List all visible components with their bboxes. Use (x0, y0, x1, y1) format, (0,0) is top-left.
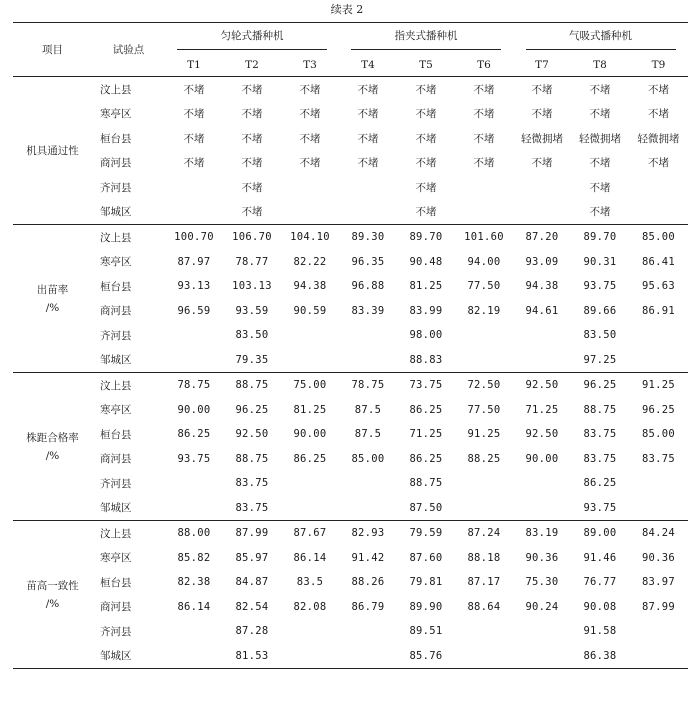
value-cell: 94.38 (525, 280, 559, 293)
value-cell: 91.46 (583, 551, 617, 564)
value-cell: 不堵 (589, 157, 611, 170)
table-body (13, 77, 688, 669)
table-row (13, 496, 688, 521)
value-cell: 不堵 (357, 83, 379, 96)
site-cell: 商河县 (100, 157, 132, 170)
value-cell (629, 200, 688, 225)
value-cell: 87.60 (409, 551, 443, 564)
value-cell: 89.70 (397, 225, 455, 250)
value-cell (629, 496, 688, 521)
table-row (13, 570, 688, 595)
value-cell: 90.31 (583, 255, 617, 268)
value-cell: 不堵 (531, 108, 553, 121)
value-cell (455, 496, 513, 521)
table-row (13, 644, 688, 669)
value-cell: 不堵 (241, 108, 263, 121)
table-caption: 续表 2 (330, 3, 364, 16)
value-cell: 94.38 (293, 280, 327, 293)
value-cell: 85.82 (177, 551, 211, 564)
value-cell: 91.25 (467, 428, 501, 441)
row-group-item (13, 225, 92, 373)
value-cell: 78.75 (339, 373, 397, 398)
value-cell: 82.38 (177, 576, 211, 589)
item-label-line: /% (45, 449, 60, 462)
value-cell (339, 323, 397, 348)
site-cell: 汶上县 (100, 83, 132, 96)
value-cell: 96.88 (351, 280, 385, 293)
value-cell: 93.75 (583, 501, 617, 514)
site-cell: 邹城区 (92, 644, 165, 669)
item-label-line: 出苗率 (36, 283, 69, 296)
value-cell (339, 175, 397, 200)
header-treatment: T8 (571, 54, 629, 77)
value-cell: 83.39 (351, 304, 385, 317)
value-cell: 82.54 (235, 600, 269, 613)
value-cell: 82.19 (467, 304, 501, 317)
value-cell: 不堵 (357, 157, 379, 170)
value-cell: 不堵 (415, 132, 437, 145)
value-cell: 77.50 (467, 280, 501, 293)
value-cell: 86.91 (641, 304, 676, 317)
value-cell (339, 348, 397, 373)
value-cell: 83.75 (583, 452, 617, 465)
value-cell: 88.75 (409, 477, 443, 490)
value-cell (513, 644, 571, 669)
value-cell: 90.36 (525, 551, 559, 564)
value-cell (281, 496, 339, 521)
value-cell: 78.77 (235, 255, 269, 268)
table-row (13, 126, 688, 151)
table-row (13, 447, 688, 472)
value-cell: 90.00 (525, 452, 559, 465)
value-cell: 84.87 (235, 576, 269, 589)
value-cell: 88.26 (351, 576, 385, 589)
value-cell: 94.00 (467, 255, 501, 268)
value-cell: 96.25 (235, 403, 269, 416)
value-cell (513, 619, 571, 644)
value-cell: 106.70 (223, 225, 281, 250)
value-cell: 91.58 (583, 625, 617, 638)
value-cell (339, 200, 397, 225)
value-cell (281, 619, 339, 644)
value-cell: 71.25 (409, 428, 443, 441)
value-cell: 不堵 (183, 132, 205, 145)
value-cell: 93.13 (177, 280, 211, 293)
table-row (13, 77, 688, 102)
value-cell: 96.25 (641, 403, 676, 416)
table-row (13, 250, 688, 275)
site-cell: 汶上县 (92, 225, 165, 250)
site-cell: 桓台县 (100, 428, 132, 441)
value-cell: 93.75 (177, 452, 211, 465)
table-row (13, 595, 688, 620)
value-cell (281, 644, 339, 669)
value-cell: 82.22 (293, 255, 327, 268)
item-label-line: 苗高一致性 (26, 579, 79, 592)
value-cell: 83.50 (235, 329, 269, 342)
value-cell: 不堵 (183, 83, 205, 96)
value-cell: 73.75 (397, 373, 455, 398)
table-row (13, 102, 688, 127)
value-cell: 83.5 (296, 576, 324, 589)
value-cell: 91.25 (629, 373, 688, 398)
value-cell (629, 644, 688, 669)
value-cell: 不堵 (473, 132, 495, 145)
table-row (13, 619, 688, 644)
header-treatment: T2 (223, 54, 281, 77)
value-cell: 89.51 (409, 625, 443, 638)
value-cell (513, 496, 571, 521)
value-cell: 90.08 (583, 600, 617, 613)
row-group-item (13, 77, 92, 225)
row-group-item (13, 521, 92, 669)
value-cell: 83.19 (513, 521, 571, 546)
header-treatment: T7 (513, 54, 571, 77)
value-cell: 86.41 (641, 255, 676, 268)
value-cell: 86.79 (351, 600, 385, 613)
value-cell: 94.61 (525, 304, 559, 317)
site-cell: 商河县 (100, 453, 132, 466)
value-cell: 不堵 (589, 181, 611, 194)
value-cell: 85.76 (397, 644, 455, 669)
value-cell: 88.25 (467, 452, 501, 465)
value-cell: 85.00 (351, 452, 385, 465)
value-cell: 89.90 (409, 600, 443, 613)
value-cell: 97.25 (583, 353, 617, 366)
data-table (13, 22, 688, 669)
header-group: 气吸式播种机 (513, 23, 688, 55)
value-cell: 不堵 (415, 157, 437, 170)
value-cell: 92.50 (525, 428, 559, 441)
value-cell (165, 644, 223, 669)
value-cell (281, 471, 339, 496)
value-cell: 不堵 (241, 83, 263, 96)
value-cell: 不堵 (589, 108, 611, 121)
value-cell: 87.17 (467, 576, 501, 589)
value-cell: 88.83 (409, 353, 443, 366)
item-label-line: 株距合格率 (26, 431, 79, 444)
value-cell: 不堵 (299, 132, 321, 145)
table-row (13, 151, 688, 176)
value-cell: 92.50 (235, 428, 269, 441)
value-cell: 89.30 (339, 225, 397, 250)
value-cell (455, 619, 513, 644)
site-cell: 桓台县 (100, 576, 132, 589)
value-cell: 86.14 (177, 600, 211, 613)
value-cell: 87.28 (235, 625, 269, 638)
value-cell: 不堵 (241, 157, 263, 170)
value-cell (165, 496, 223, 521)
value-cell (339, 619, 397, 644)
value-cell: 90.36 (641, 551, 676, 564)
table-row (13, 348, 688, 373)
value-cell: 100.70 (165, 225, 223, 250)
value-cell: 89.70 (571, 225, 629, 250)
value-cell (339, 471, 397, 496)
site-cell: 桓台县 (100, 280, 132, 293)
value-cell: 93.75 (583, 280, 617, 293)
value-cell: 88.75 (223, 373, 281, 398)
site-cell: 汶上县 (92, 373, 165, 398)
table-row (13, 546, 688, 571)
value-cell: 不堵 (415, 181, 437, 194)
value-cell (455, 471, 513, 496)
value-cell (629, 619, 688, 644)
site-cell: 桓台县 (100, 132, 132, 145)
value-cell: 不堵 (648, 157, 669, 170)
value-cell: 89.66 (583, 304, 617, 317)
value-cell (455, 644, 513, 669)
table-row (13, 225, 688, 250)
item-label-line: /% (45, 301, 60, 314)
header-treatment: T4 (339, 54, 397, 77)
value-cell (165, 348, 223, 373)
site-cell: 邹城区 (100, 206, 132, 219)
value-cell: 87.99 (223, 521, 281, 546)
value-cell (455, 175, 513, 200)
value-cell: 不堵 (648, 108, 669, 121)
header-site: 试验点 (92, 23, 165, 77)
value-cell: 不堵 (241, 132, 263, 145)
value-cell: 75.30 (525, 576, 559, 589)
value-cell: 81.53 (223, 644, 281, 669)
value-cell: 83.75 (235, 501, 269, 514)
value-cell (455, 323, 513, 348)
site-cell: 寒亭区 (100, 256, 132, 269)
value-cell: 不堵 (299, 157, 321, 170)
value-cell: 88.75 (583, 403, 617, 416)
value-cell: 不堵 (415, 108, 437, 121)
value-cell: 78.75 (165, 373, 223, 398)
value-cell: 不堵 (531, 83, 553, 96)
value-cell: 86.25 (409, 403, 443, 416)
site-cell: 齐河县 (100, 329, 132, 342)
value-cell: 95.63 (641, 280, 676, 293)
value-cell: 96.35 (351, 255, 385, 268)
table-row (13, 323, 688, 348)
value-cell (455, 200, 513, 225)
value-cell: 96.59 (177, 304, 211, 317)
value-cell: 79.59 (397, 521, 455, 546)
site-cell: 商河县 (100, 305, 132, 318)
value-cell: 轻微拥堵 (637, 132, 680, 145)
item-label-line: /% (45, 597, 60, 610)
value-cell: 不堵 (415, 206, 437, 219)
value-cell: 83.75 (641, 452, 676, 465)
table-row (13, 175, 688, 200)
value-cell: 85.00 (641, 428, 676, 441)
value-cell: 90.00 (177, 403, 211, 416)
value-cell: 不堵 (415, 83, 437, 96)
table-row (13, 422, 688, 447)
value-cell (281, 348, 339, 373)
value-cell: 101.60 (455, 225, 513, 250)
value-cell: 103.13 (232, 280, 272, 293)
value-cell: 84.24 (629, 521, 688, 546)
value-cell: 81.25 (293, 403, 327, 416)
table-row (13, 373, 688, 398)
site-cell: 商河县 (100, 601, 132, 614)
site-cell: 寒亭区 (100, 108, 132, 121)
value-cell: 88.64 (467, 600, 501, 613)
value-cell: 不堵 (183, 157, 205, 170)
site-cell: 齐河县 (100, 181, 132, 194)
value-cell: 71.25 (525, 403, 559, 416)
value-cell: 104.10 (281, 225, 339, 250)
value-cell (165, 323, 223, 348)
value-cell: 90.48 (409, 255, 443, 268)
header-treatment: T1 (165, 54, 223, 77)
value-cell: 83.97 (641, 576, 676, 589)
value-cell (513, 323, 571, 348)
site-cell: 齐河县 (100, 477, 132, 490)
value-cell (281, 175, 339, 200)
header-group: 匀轮式播种机 (165, 23, 339, 55)
value-cell: 轻微拥堵 (521, 132, 563, 145)
value-cell: 90.24 (525, 600, 559, 613)
value-cell: 不堵 (299, 83, 321, 96)
header-treatment: T9 (629, 54, 688, 77)
value-cell: 85.00 (629, 225, 688, 250)
site-cell: 寒亭区 (100, 552, 132, 565)
item-label-line: 机具通过性 (26, 144, 79, 157)
value-cell (165, 619, 223, 644)
site-cell: 寒亭区 (100, 404, 132, 417)
value-cell: 90.59 (293, 304, 327, 317)
value-cell: 不堵 (589, 206, 611, 219)
value-cell: 75.00 (281, 373, 339, 398)
value-cell: 不堵 (531, 157, 553, 170)
value-cell: 不堵 (473, 83, 495, 96)
table-row (13, 200, 688, 225)
value-cell: 不堵 (648, 83, 669, 96)
value-cell (629, 323, 688, 348)
value-cell: 87.97 (177, 255, 211, 268)
row-group-item (13, 373, 92, 521)
value-cell: 不堵 (357, 132, 379, 145)
value-cell: 82.93 (339, 521, 397, 546)
value-cell: 不堵 (473, 108, 495, 121)
value-cell: 77.50 (467, 403, 501, 416)
value-cell: 85.97 (235, 551, 269, 564)
value-cell: 79.81 (409, 576, 443, 589)
value-cell: 91.42 (351, 551, 385, 564)
value-cell: 不堵 (473, 157, 495, 170)
value-cell (513, 200, 571, 225)
table-row (13, 471, 688, 496)
value-cell (339, 496, 397, 521)
value-cell: 87.5 (354, 403, 382, 416)
value-cell: 83.75 (235, 477, 269, 490)
value-cell (339, 644, 397, 669)
header-treatment: T3 (281, 54, 339, 77)
header-treatment: T5 (397, 54, 455, 77)
value-cell (281, 323, 339, 348)
value-cell: 88.00 (165, 521, 223, 546)
value-cell (165, 200, 223, 225)
value-cell: 86.25 (409, 452, 443, 465)
value-cell: 96.25 (571, 373, 629, 398)
value-cell: 88.18 (467, 551, 501, 564)
value-cell: 83.75 (583, 428, 617, 441)
value-cell: 不堵 (241, 206, 263, 219)
value-cell: 不堵 (357, 108, 379, 121)
value-cell: 轻微拥堵 (579, 132, 621, 145)
value-cell: 89.00 (571, 521, 629, 546)
value-cell (513, 471, 571, 496)
value-cell: 98.00 (409, 329, 443, 342)
value-cell (455, 348, 513, 373)
header-treatment: T6 (455, 54, 513, 77)
site-cell: 邹城区 (100, 354, 132, 367)
value-cell: 93.09 (525, 255, 559, 268)
value-cell: 87.67 (281, 521, 339, 546)
value-cell: 90.00 (293, 428, 327, 441)
site-cell: 齐河县 (100, 625, 132, 638)
table-row (13, 521, 688, 546)
site-cell: 汶上县 (92, 521, 165, 546)
value-cell: 不堵 (183, 108, 205, 121)
value-cell: 82.08 (293, 600, 327, 613)
value-cell: 不堵 (589, 83, 611, 96)
value-cell: 87.5 (354, 428, 382, 441)
value-cell: 93.59 (235, 304, 269, 317)
value-cell: 86.25 (177, 428, 211, 441)
value-cell: 87.50 (409, 501, 443, 514)
value-cell: 81.25 (409, 280, 443, 293)
value-cell: 83.50 (583, 329, 617, 342)
table-row (13, 398, 688, 423)
value-cell: 87.20 (513, 225, 571, 250)
value-cell (629, 471, 688, 496)
value-cell (281, 200, 339, 225)
value-cell: 79.35 (235, 353, 269, 366)
value-cell: 92.50 (513, 373, 571, 398)
value-cell: 72.50 (455, 373, 513, 398)
value-cell: 86.38 (571, 644, 629, 669)
value-cell (513, 175, 571, 200)
site-cell: 邹城区 (100, 502, 132, 515)
value-cell: 76.77 (583, 576, 617, 589)
table-row (13, 299, 688, 324)
value-cell: 不堵 (299, 108, 321, 121)
value-cell: 87.99 (641, 600, 676, 613)
table-row (13, 274, 688, 299)
value-cell (629, 348, 688, 373)
header-item: 项目 (13, 23, 92, 77)
value-cell: 86.14 (293, 551, 327, 564)
value-cell: 87.24 (455, 521, 513, 546)
value-cell: 86.25 (583, 477, 617, 490)
value-cell (165, 471, 223, 496)
value-cell: 不堵 (241, 181, 263, 194)
value-cell (165, 175, 223, 200)
value-cell (513, 348, 571, 373)
header-group: 指夹式播种机 (339, 23, 513, 55)
value-cell: 83.99 (409, 304, 443, 317)
value-cell: 86.25 (293, 452, 327, 465)
value-cell: 88.75 (235, 452, 269, 465)
value-cell (629, 175, 688, 200)
